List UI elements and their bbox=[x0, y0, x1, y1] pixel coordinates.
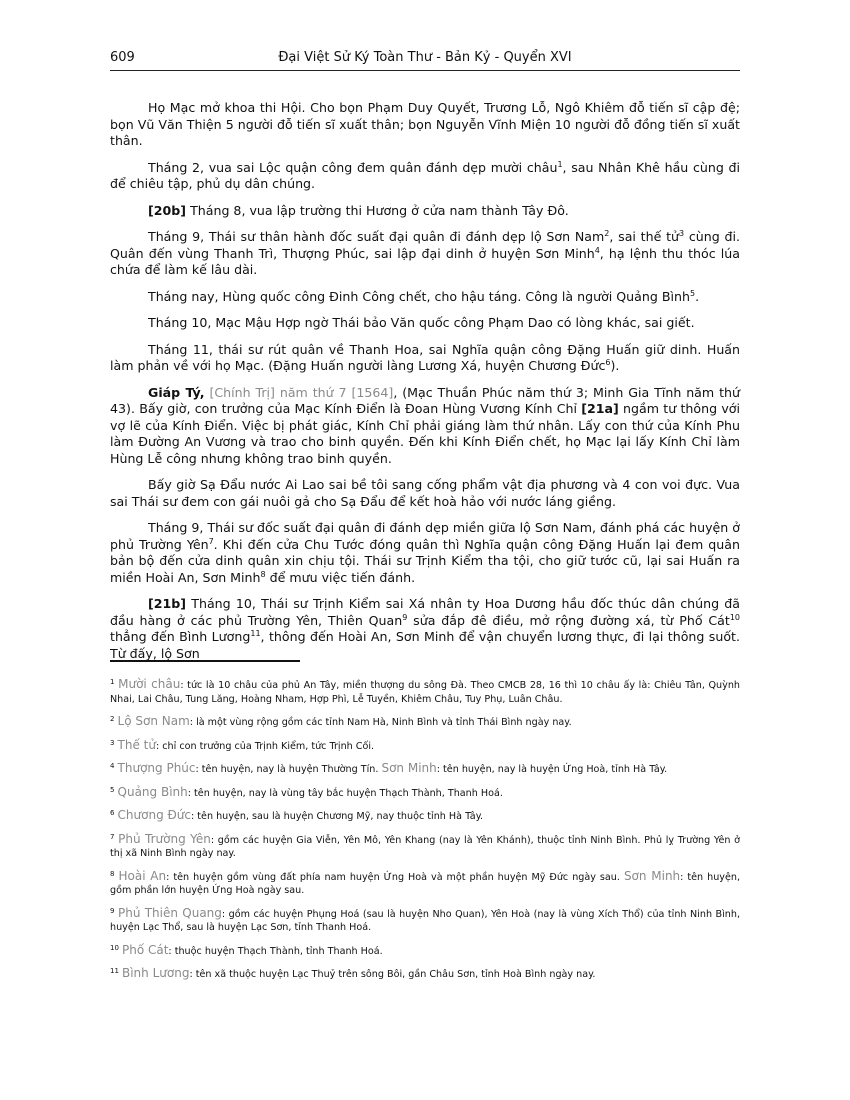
paragraph: Tháng 9, Thái sư thân hành đốc suất đại quân đi đánh dẹp lộ Sơn Nam$^2$, sai thế tử$^3$ cùng đi. Quân đến vùng Thanh Trì, Thượng Phúc, sai lập đại dinh ở huyện Sơn Minh$^4$, hạ lệnh thu thóc lúa chứa để làm kế lâu dài. bbox=[110, 228, 740, 277]
footnote-item: $^7$ Phủ Trường Yên: gồm các huyện Gia Viễn, Yên Mô, Yên Khang (nay là Yên Khánh), thuộc tỉnh Ninh Bình. Phủ lỵ Trường Yên ở thị xã Ninh Bình ngày nay. bbox=[110, 831, 740, 859]
paragraph: Tháng 2, vua sai Lộc quận công đem quân đánh dẹp mười châu$^1$, sau Nhân Khê hầu cùng đi để chiêu tập, phủ dụ dân chúng. bbox=[110, 159, 740, 191]
footnote-ref[interactable]: 2 bbox=[604, 228, 610, 238]
footnote-item: $^3$ Thế tử: chỉ con trưởng của Trịnh Kiểm, tức Trịnh Cối. bbox=[110, 737, 375, 752]
footnotes bbox=[110, 678, 740, 991]
running-title: Đại Việt Sử Ký Toàn Thư - Bản Kỷ - Quyển XVI bbox=[278, 50, 572, 65]
folio-marker: [21a] bbox=[581, 401, 619, 416]
footnote-ref[interactable]: 4 bbox=[594, 245, 600, 255]
footnote-ref[interactable]: 11 bbox=[250, 628, 261, 638]
paragraph: Tháng nay, Hùng quốc công Đinh Công chết, cho hậu táng. Công là người Quảng Bình$^5$. bbox=[148, 288, 700, 304]
footnote-ref[interactable]: 5 bbox=[689, 288, 696, 298]
footnote-ref[interactable]: 9 bbox=[402, 612, 408, 622]
footnote-item: $^6$ Chương Đức: tên huyện, sau là huyện Chương Mỹ, nay thuộc tỉnh Hà Tây. bbox=[110, 808, 484, 822]
page-header bbox=[110, 50, 740, 68]
year-heading: Giáp Tý, bbox=[148, 384, 205, 400]
footnote-ref[interactable]: 8 bbox=[260, 569, 266, 579]
footnote-item: $^5$ Quảng Bình: tên huyện, nay là vùng tây bắc huyện Thạch Thành, Thanh Hoá. bbox=[110, 784, 503, 799]
footnote-item: $^1$ Mười châu: tức là 10 châu của phủ An Tây, miền thượng du sông Đà. Theo CMCB 28, 16 thì 10 châu ấy là: Chiêu Tân, Quỳnh Nhai, Lai Châu, Tung Lăng, Hoàng Nham, Hợp Phì, Lễ Tuyền, Khiêm Châu, Tuy Phụ, Luân Châu. bbox=[110, 677, 740, 705]
footnote-ref[interactable]: 10 bbox=[729, 612, 741, 622]
reign-note: [Chính Trị] năm thứ 7 [1564] bbox=[209, 384, 394, 400]
paragraph: Bấy giờ Sạ Đẩu nước Ai Lao sai bề tôi sang cống phẩm vật địa phương và 4 con voi đực. Vua sai Thái sư đem con gái nuôi gả cho Sạ Đẩu để kết hoà hảo với nước láng giềng. bbox=[110, 477, 740, 509]
footnote-ref[interactable]: 6 bbox=[605, 357, 611, 367]
paragraph: Tháng 10, Mạc Mậu Hợp ngờ Thái bảo Văn quốc công Phạm Dao có lòng khác, sai giết. bbox=[148, 315, 695, 330]
paragraph: Giáp Tý, [Chính Trị] năm thứ 7 [1564], (Mạc Thuần Phúc năm thứ 3; Minh Gia Tĩnh năm thứ 43). Bấy giờ, con trưởng của Mạc Kính Điển là Đoan Hùng Vương Kính Chỉ [21a] ngầm tư thông với vợ lẽ của Kính Điển. Việc bị phát giác, Kính Chỉ phải giáng làm thứ nhân. Lấy con thứ của Kính Phu làm Đường An Vương và trao cho binh quyền. Đến khi Kính Điển chết, họ Mạc lại lấy Kính Chỉ làm Hùng Lễ công nhưng không trao binh quyền. bbox=[110, 384, 740, 466]
footnote-ref[interactable]: 3 bbox=[679, 228, 685, 238]
page-number: 609 bbox=[110, 50, 135, 65]
footnote-item: $^4$ Thượng Phúc: tên huyện, nay là huyện Thường Tín. Sơn Minh: tên huyện, nay là huyện Ứng Hoà, tỉnh Hà Tây. bbox=[110, 761, 668, 775]
footnote-ref[interactable]: 1 bbox=[557, 159, 563, 169]
footnote-ref[interactable]: 7 bbox=[208, 536, 214, 546]
paragraph: Họ Mạc mở khoa thi Hội. Cho bọn Phạm Duy Quyết, Trương Lỗ, Ngô Khiêm đỗ tiến sĩ cập đệ; bọn Vũ Văn Thiện 5 người đỗ tiến sĩ xuất thân; bọn Nguyễn Vĩnh Miện 10 người đỗ đồng tiến sĩ xuất thân. bbox=[110, 100, 740, 148]
footnote-item: $^{10}$ Phố Cát: thuộc huyện Thạch Thành, tỉnh Thanh Hoá. bbox=[110, 942, 383, 957]
paragraph: [21b] Tháng 10, Thái sư Trịnh Kiểm sai Xá nhân ty Hoa Dương hầu đốc thúc dân chúng đã đầu hàng ở các phủ Trường Yên, Thiên Quan$^9$ sửa đắp đê điều, mở rộng đường xá, từ Phố Cát$^{10}$ thẳng đến Bình Lương$^{11}$, thông đến Hoài An, Sơn Minh để vận chuyển lương thực, đi lại thông suốt. Từ đấy, lộ Sơn bbox=[110, 596, 741, 661]
header-rule bbox=[110, 70, 740, 71]
folio-marker: [21b] bbox=[148, 596, 187, 611]
footnote-item: $^9$ Phủ Thiên Quang: gồm các huyện Phụng Hoá (sau là huyện Nho Quan), Yên Hoà (nay là vùng Xích Thổ) của tỉnh Ninh Bình, huyện Lạc Thổ, sau là huyện Lạc Sơn, tỉnh Thanh Hoá. bbox=[110, 905, 741, 933]
footnote-item: $^8$ Hoài An: tên huyện gồm vùng đất phía nam huyện Ứng Hoà và một phần huyện Mỹ Đức ngày sau. Sơn Minh: tên huyện, gồm phần lớn huyện Ứng Hoà ngày sau. bbox=[110, 868, 741, 896]
paragraph: Tháng 9, Thái sư đốc suất đại quân đi đánh dẹp miền giữa lộ Sơn Nam, đánh phá các huyện ở phủ Trường Yên$^7$. Khi đến cửa Chu Tước đóng quân thì Nghĩa quận công Đặng Huấn lại đem quân bản bộ đến cửa dinh quân xin chịu tội. Thái sư Trịnh Kiểm tha tội, cho giữ tước cũ, lại sai Huấn ra miền Hoài An, Sơn Minh$^8$ để mưu việc tiến đánh. bbox=[110, 520, 740, 585]
main-text bbox=[110, 100, 740, 672]
footnote-item: $^2$ Lộ Sơn Nam: là một vùng rộng gồm các tỉnh Nam Hà, Ninh Bình và tỉnh Thái Bình ngày nay. bbox=[110, 714, 572, 728]
folio-marker: [20b] bbox=[148, 202, 187, 218]
footnote-item: $^{11}$ Bình Lương: tên xã thuộc huyện Lạc Thuỷ trên sông Bôi, gần Châu Sơn, tỉnh Hoà Bình ngày nay. bbox=[110, 966, 596, 980]
paragraph: [20b] Tháng 8, vua lập trường thi Hương ở cửa nam thành Tây Đô. bbox=[148, 202, 569, 218]
footnote-separator bbox=[110, 660, 300, 662]
paragraph: Tháng 11, thái sư rút quân về Thanh Hoa, sai Nghĩa quận công Đặng Huấn giữ dinh. Huấn làm phản về với họ Mạc. (Đặng Huấn người làng Lương Xá, huyện Chương Đức$^6$). bbox=[110, 341, 740, 373]
